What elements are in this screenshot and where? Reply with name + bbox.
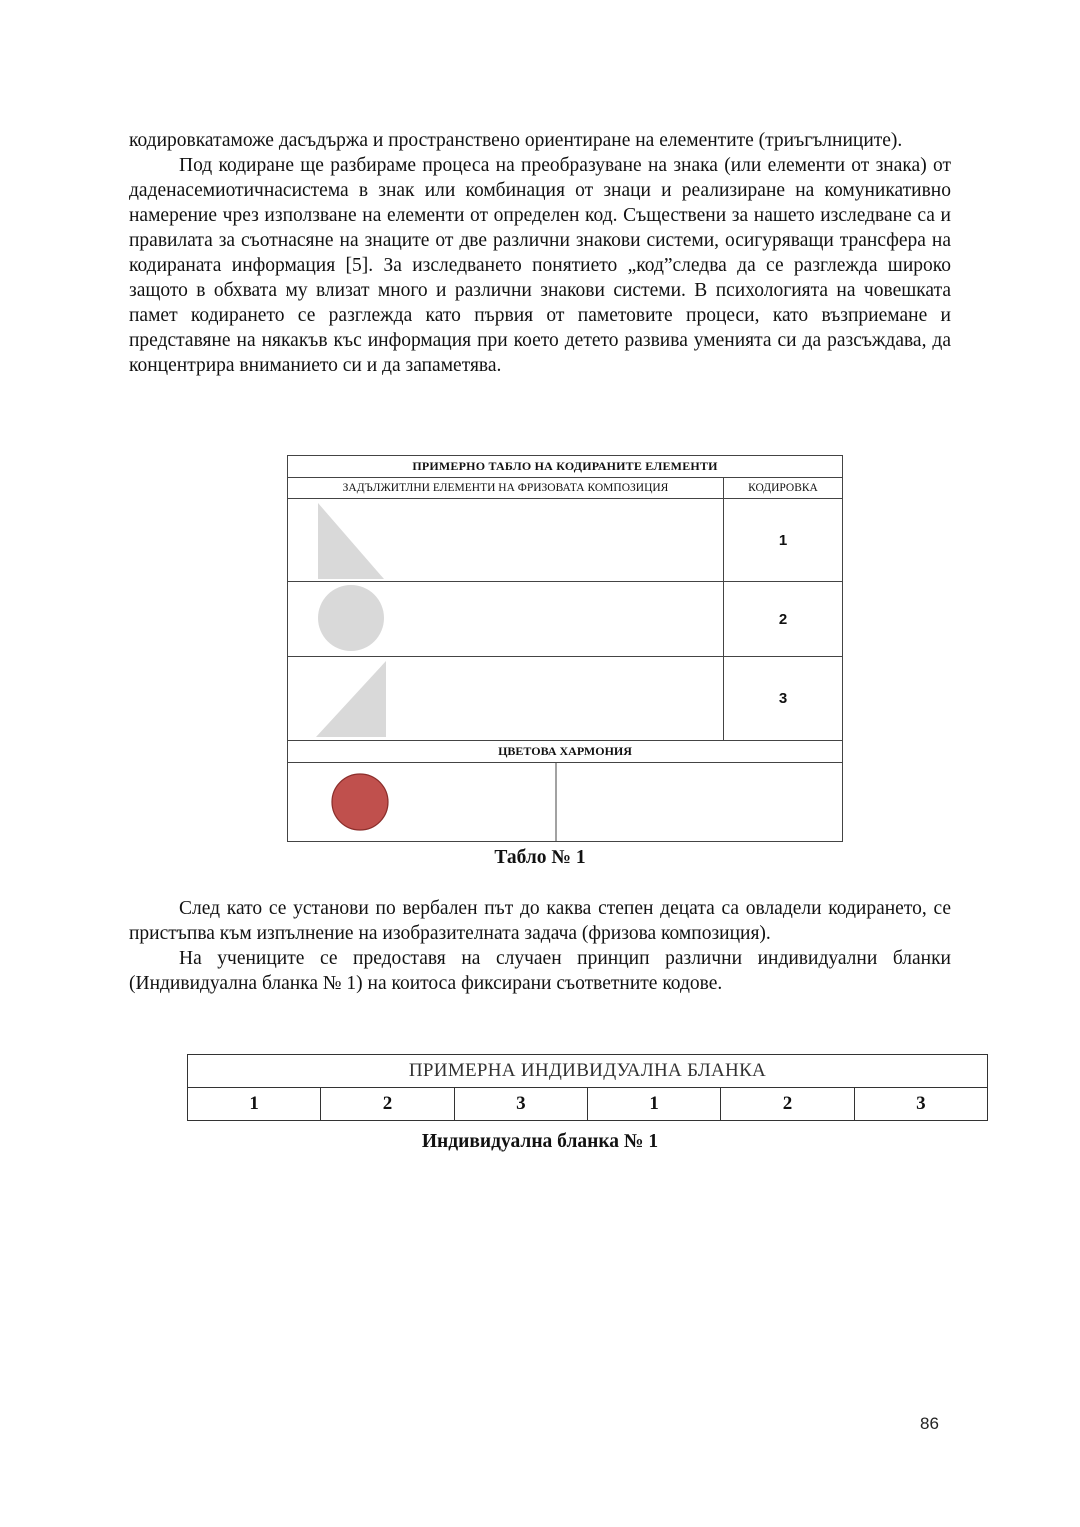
body-paragraph-2: На учениците се предоставя на случаен принцип различни индивидуални бланки (Индивидуална бланка № 1) на коитоса фиксирани съответните кодове. — [129, 948, 951, 994]
blank-cell: 3 — [854, 1088, 987, 1121]
body-text — [129, 896, 951, 996]
coding-table-title: ПРИМЕРНО ТАБЛО НА КОДИРАНИТЕ ЕЛЕМЕНТИ — [288, 456, 843, 478]
column-header-elements: ЗАДЪЛЖИТЛНИ ЕЛЕМЕНТИ НА ФРИЗОВАТА КОМПОЗИЦИЯ — [288, 478, 724, 499]
code-value: 3 — [724, 657, 843, 741]
blank-cell: 1 — [587, 1088, 720, 1121]
circle-icon — [314, 584, 394, 658]
column-header-code: КОДИРОВКА — [724, 478, 843, 499]
intro-paragraph-1: кодировкатаможе дасъдържа и пространствено ориентиране на елементите (триъгълниците). — [129, 130, 903, 151]
table-caption: Табло № 1 — [494, 847, 586, 868]
page-number: 86 — [920, 1414, 939, 1433]
intro-text — [129, 128, 951, 378]
table-row — [188, 1088, 988, 1121]
red-circle-icon — [332, 774, 388, 830]
code-value: 2 — [724, 582, 843, 657]
blank-cell: 3 — [454, 1088, 587, 1121]
shape-cell — [288, 499, 724, 582]
color-harmony-row — [288, 763, 843, 842]
individual-blank-table — [187, 1054, 988, 1121]
coding-table — [287, 455, 843, 845]
shape-cell — [288, 582, 724, 657]
table-row — [288, 499, 843, 582]
intro-paragraph-2: Под кодиране ще разбираме процеса на преобразуване на знака (или елементи от знака) от даденасемиотичнасистема в знак или комбинация от знаци и реализиране на комуникативно намерение чрез използване на елементи от определен код. Съществени за нашето изследване са и правилата за съотнасяне на знаците от две различни знакови системи, осигуряващи трансфера на кодираната информация [5]. За изследването понятието „код”следва да се разглежда широко защото в обхвата му влизат много и различни знакови системи. В психологията на човешката памет кодирането се разглежда като първия от паметовите процеси, като възприемане и представяне на някакъв къс информация при което детето развива уменията си да разсъждава, да концентрира вниманието си и да запаметява. — [129, 155, 951, 376]
table-row — [288, 582, 843, 657]
blank-cell: 2 — [721, 1088, 854, 1121]
color-harmony-graphic — [288, 763, 844, 841]
color-harmony-cell — [288, 763, 843, 842]
shape-cell — [288, 657, 724, 741]
color-harmony-title: ЦВЕТОВА ХАРМОНИЯ — [288, 741, 843, 763]
table-row — [288, 657, 843, 741]
individual-blank-title: ПРИМЕРНА ИНДИВИДУАЛНА БЛАНКА — [188, 1055, 988, 1088]
blank-caption: Индивидуална бланка № 1 — [421, 1131, 659, 1152]
blank-cell: 2 — [321, 1088, 454, 1121]
blank-cell: 1 — [188, 1088, 321, 1121]
right-triangle-right-icon — [312, 659, 392, 742]
body-paragraph-1: След като се установи по вербален път до каква степен децата са овладели кодирането, се пристъпва към изпълнение на изобразителната задача (фризова композиция). — [129, 898, 951, 944]
right-triangle-left-icon — [314, 501, 394, 583]
code-value: 1 — [724, 499, 843, 582]
